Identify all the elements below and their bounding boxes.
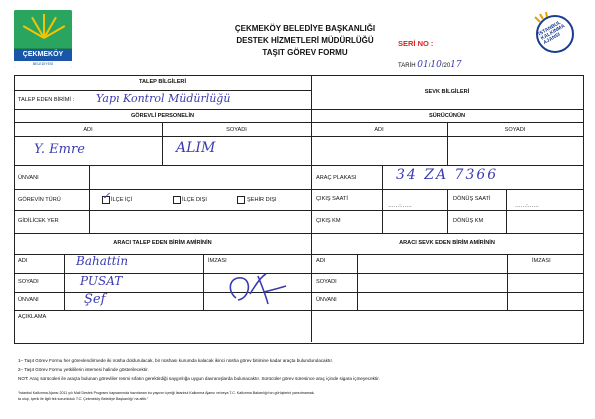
araci-sevk-eden-heading: ARACI SEVK EDEN BİRİM AMİRİNİN [399,240,495,246]
amir-unvani-value[interactable]: Şef [84,292,106,307]
surucu-soyadi-header: SOYADI [504,127,526,133]
divider [14,122,583,123]
sehir-disi-label: ŞEHİR DIŞI [247,197,277,203]
tarih-month: 10 [430,60,442,70]
divider [506,189,507,233]
tarih-year-prefix: 20 [443,63,451,69]
sevk-adi-label: ADI [316,258,326,264]
surucunun-heading: SÜRÜCÜNÜN [428,113,466,119]
sevk-imzasi-label: İMZASI [532,258,551,264]
divider [447,189,448,233]
logo-name: ÇEKMEKÖY [14,49,72,61]
header-line2: DESTEK HİZMETLERİ MÜDÜRLÜĞÜ [236,36,374,45]
cikis-saati-value[interactable]: ……:…… [388,203,412,209]
donus-saati-label: DÖNÜŞ SAATİ [453,196,491,202]
talep-eden-birim-label: TALEP EDEN BİRİMİ : [18,97,75,103]
cekmekoy-logo [14,10,72,68]
footer-note-1: 1– Taşıt Görev Formu her görevlendirmede iki nüsha doldurulacak, bir nüshası kurumda kalacak ikinci nüsha görev bitimine kadar araçta bulundurulacaktır. [18,358,334,363]
talep-imzasi-label: İMZASI [208,258,227,264]
ilce-disi-checkbox[interactable] [173,196,181,204]
footer-disclaimer-1: “İstanbul Kalkınma Ajansı 2011 yılı Mali Destek Programı kapsamında hazırlanan bu yayının içeriği İstanbul Kalkınma Ajansı ve/veya T.C. Kalkınma Bakanlığı’nın görüşlerini yansıtmamak- [18,391,315,395]
check-mark-icon: ✓ [102,191,111,202]
divider [507,254,508,310]
divider [14,189,583,190]
amir-soyadi-value[interactable]: PUSAT [80,274,123,288]
sehir-disi-checkbox[interactable] [237,196,245,204]
header-line1: ÇEKMEKÖY BELEDİYE BAŞKANLIĞI [234,24,376,33]
gorevin-turu-label: GÖREVİN TÜRÜ [18,197,61,203]
gorevli-personelin-heading: GÖREVLİ PERSONELİN [130,113,195,119]
surucu-adi-header: ADI [374,127,384,133]
araci-talep-eden-heading: ARACI TALEP EDEN BİRİM AMİRİNİN [113,240,212,246]
amir-soyadi-label: SOYADI [18,279,39,285]
footer-disclaimer-2: ta olup, içerik ile ilgili tek sorumluluk T.C. Çekmeköy Belediye Başkanlığı’ na aittir.” [18,397,149,401]
sevk-unvani-label: ÜNVANI [316,297,337,303]
divider [14,90,311,91]
signature-drawing [222,270,292,310]
tarih-field[interactable]: TARİH 01/10/2017 [398,60,462,70]
cikis-saati-label: ÇIKIŞ SAATİ [316,196,348,202]
ilce-ici-checkbox[interactable] [102,191,111,204]
personel-soyadi-header: SOYADI [226,127,247,133]
divider [89,165,90,233]
donus-km-label: DÖNÜŞ KM [453,218,484,224]
logo-tagline: BELEDİYESİ [14,61,72,68]
amir-unvani-label: ÜNVANI [18,297,39,303]
tarih-label: TARİH [398,63,416,69]
tarih-day: 01 [417,60,429,70]
personel-adi-header: ADI [83,127,93,133]
arac-plakasi-value[interactable]: 34 ZA 7366 [396,167,499,183]
divider [203,254,204,310]
talep-eden-birim-value[interactable]: Yapı Kontrol Müdürlüğü [96,92,231,105]
sevk-bilgileri-heading: SEVK BİLGİLERİ [424,89,470,95]
amir-adi-value[interactable]: Bahattin [76,254,129,268]
divider [14,233,583,234]
divider [357,254,358,310]
amir-adi-label: ADI [18,258,28,264]
badge-text: İSTANBUL KALKINMA AJANSI [537,19,566,46]
gidilicek-yer-label: GİDİLİCEK YER [18,218,59,224]
ilce-disi-label: İLÇE DIŞI [182,197,207,203]
unvani-label: ÜNVANI [18,175,39,181]
divider [382,165,383,233]
donus-saati-value[interactable]: ……:…… [515,203,539,209]
divider [14,136,583,137]
arac-plakasi-label: ARAÇ PLAKASI [316,175,357,181]
tarih-year: 17 [450,60,462,70]
divider [14,210,583,211]
divider [64,254,65,310]
talep-bilgileri-heading: TALEP BİLGİLERİ [138,79,187,85]
kalkinma-ajansi-badge [525,12,580,57]
ilce-ici-label: İLÇE İÇİ [111,197,133,203]
personel-adi-value[interactable]: Y. Emre [34,142,85,157]
sevk-soyadi-label: SOYADI [316,279,337,285]
cikis-km-label: ÇIKIŞ KM [316,218,341,224]
aciklama-label: AÇIKLAMA [18,314,47,320]
footer-note-3: NOT: Araç sürücüleri ile araçta bulunan görevliler resmi sıfatın gerektirdiği saygınlığa uygun davranışlarda bulunacaktır. Sürücüler görev süresince araç içinde sigara içmeyecektir. [18,376,380,381]
seri-no-label: SERİ NO : [398,39,434,48]
personel-soyadi-value[interactable]: ALIM [176,140,216,156]
footer-note-2: 2– Taşıt Görev Formu yetkililerin istemesi halinde gösterilecektir. [18,367,149,372]
page-title: TAŞIT GÖREV FORMU [262,48,348,57]
divider [14,310,583,311]
divider [14,165,583,166]
divider [14,109,583,110]
